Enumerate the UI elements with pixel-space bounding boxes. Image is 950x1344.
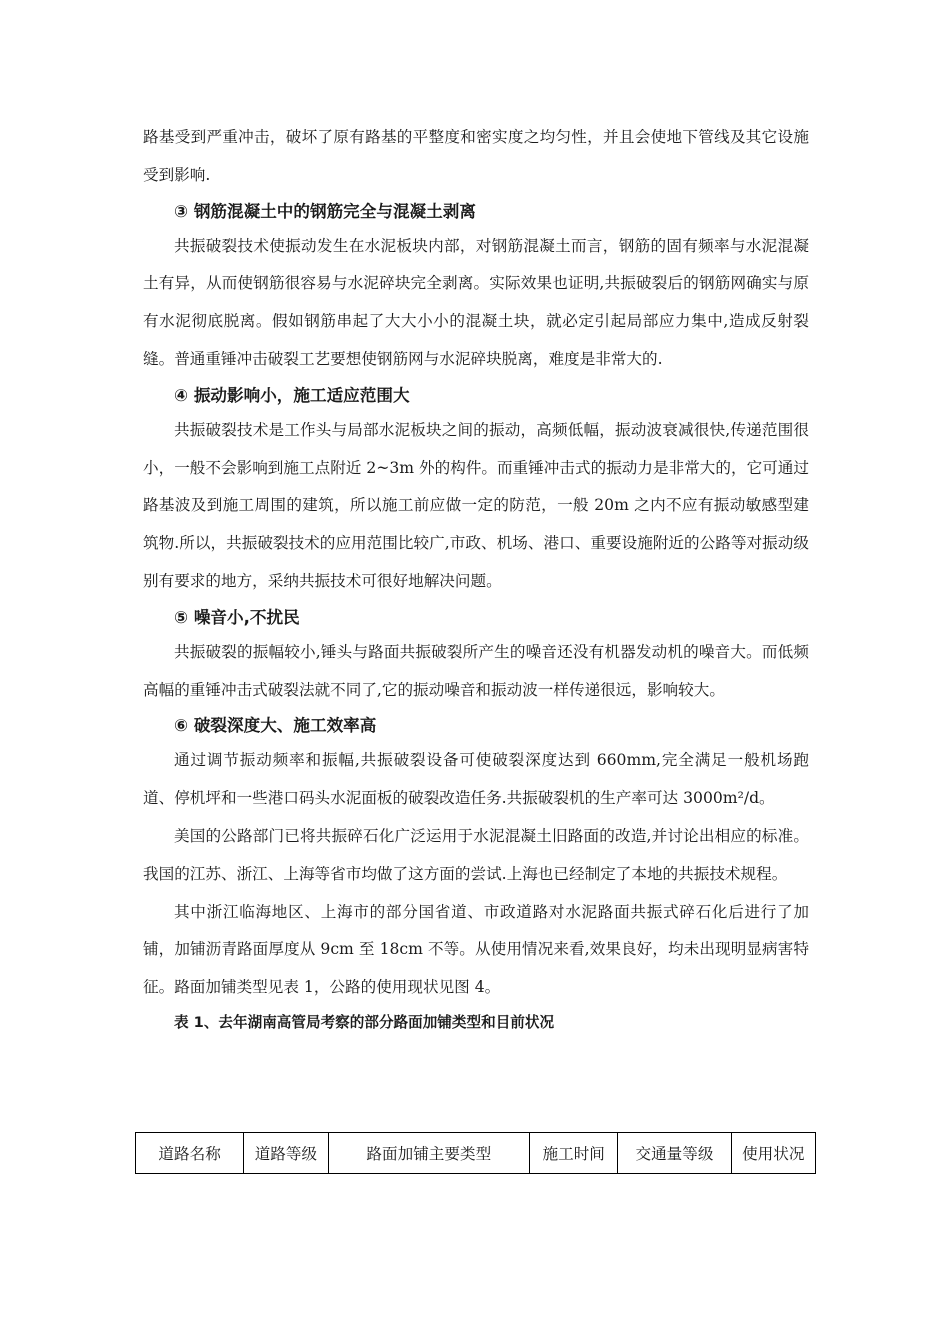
paragraph-continuation: 路基受到严重冲击，破坏了原有路基的平整度和密实度之均匀性，并且会使地下管线及其它设施受到影响. [143, 128, 809, 184]
heading-vibration-impact: ④ 振动影响小，施工适应范围大 [174, 385, 410, 405]
header-usage-status: 使用状况 [731, 1133, 815, 1174]
header-road-name: 道路名称 [136, 1133, 244, 1174]
paragraph-low-noise: 共振破裂的振幅较小,锤头与路面共振破裂所产生的噪音还没有机器发动机的噪音大。而低频高幅的重锤冲击式破裂法就不同了,它的振动噪音和振动波一样传递很远，影响较大。 [143, 642, 809, 699]
header-overlay-type: 路面加铺主要类型 [328, 1133, 529, 1174]
paragraph-vibration-impact: 共振破裂技术是工作头与局部水泥板块之间的振动，高频低幅，振动波衰减很快,传递范围很小，一般不会影响到施工点附近 2~3m 外的构件。而重锤冲击式的振动力是非常大的，它可通过路基波及到施工周围的建筑，所以施工前应做一定的防范，一般 20m 之内不应有振动敏感型建筑物.所以，共振破裂技术的应用范围比较广,市政、机场、港口、重要设施附近的公路等对振动级别有要求的地方，采纳共振技术可很好地解决问题。 [143, 420, 809, 590]
paragraph-rebar-separation: 共振破裂技术使振动发生在水泥板块内部，对钢筋混凝土而言，钢筋的固有频率与水泥混凝土有异，从而使钢筋很容易与水泥碎块完全剥离。实际效果也证明,共振破裂后的钢筋网确实与原有水泥彻底脱离。假如钢筋串起了大大小小的混凝土块，就必定引起局部应力集中,造成反射裂缝。普通重锤冲击破裂工艺要想使钢筋网与水泥碎块脱离，难度是非常大的. [143, 236, 809, 368]
table-caption: 表 1、去年湖南高管局考察的部分路面加铺类型和目前状况 [174, 1013, 555, 1031]
paragraph-depth-efficiency: 通过调节振动频率和振幅,共振破裂设备可使破裂深度达到 660mm,完全满足一般机场跑道、停机坪和一些港口码头水泥面板的破裂改造任务.共振破裂机的生产率可达 3000m²/d。 [143, 751, 809, 808]
heading-depth-efficiency: ⑥ 破裂深度大、施工效率高 [174, 716, 377, 736]
document-body [143, 119, 809, 1039]
overlay-type-table [135, 1132, 816, 1174]
heading-rebar-separation: ③ 钢筋混凝土中的钢筋完全与混凝土剥离 [174, 201, 476, 221]
table-header-row [136, 1133, 816, 1174]
paragraph-zhejiang-shanghai: 其中浙江临海地区、上海市的部分国省道、市政道路对水泥路面共振式碎石化后进行了加铺，加铺沥青路面厚度从 9cm 至 18cm 不等。从使用情况来看,效果良好，均未出现明显病害特征。路面加铺类型见表 1，公路的使用现状见图 4。 [143, 902, 809, 997]
heading-low-noise: ⑤ 噪音小,不扰民 [174, 607, 300, 627]
header-traffic-level: 交通量等级 [618, 1133, 731, 1174]
paragraph-usa-application: 美国的公路部门已将共振碎石化广泛运用于水泥混凝土旧路面的改造,并讨论出相应的标准。我国的江苏、浙江、上海等省市均做了这方面的尝试.上海也已经制定了本地的共振技术规程。 [143, 826, 809, 883]
header-road-grade: 道路等级 [244, 1133, 328, 1174]
header-construction-time: 施工时间 [530, 1133, 618, 1174]
